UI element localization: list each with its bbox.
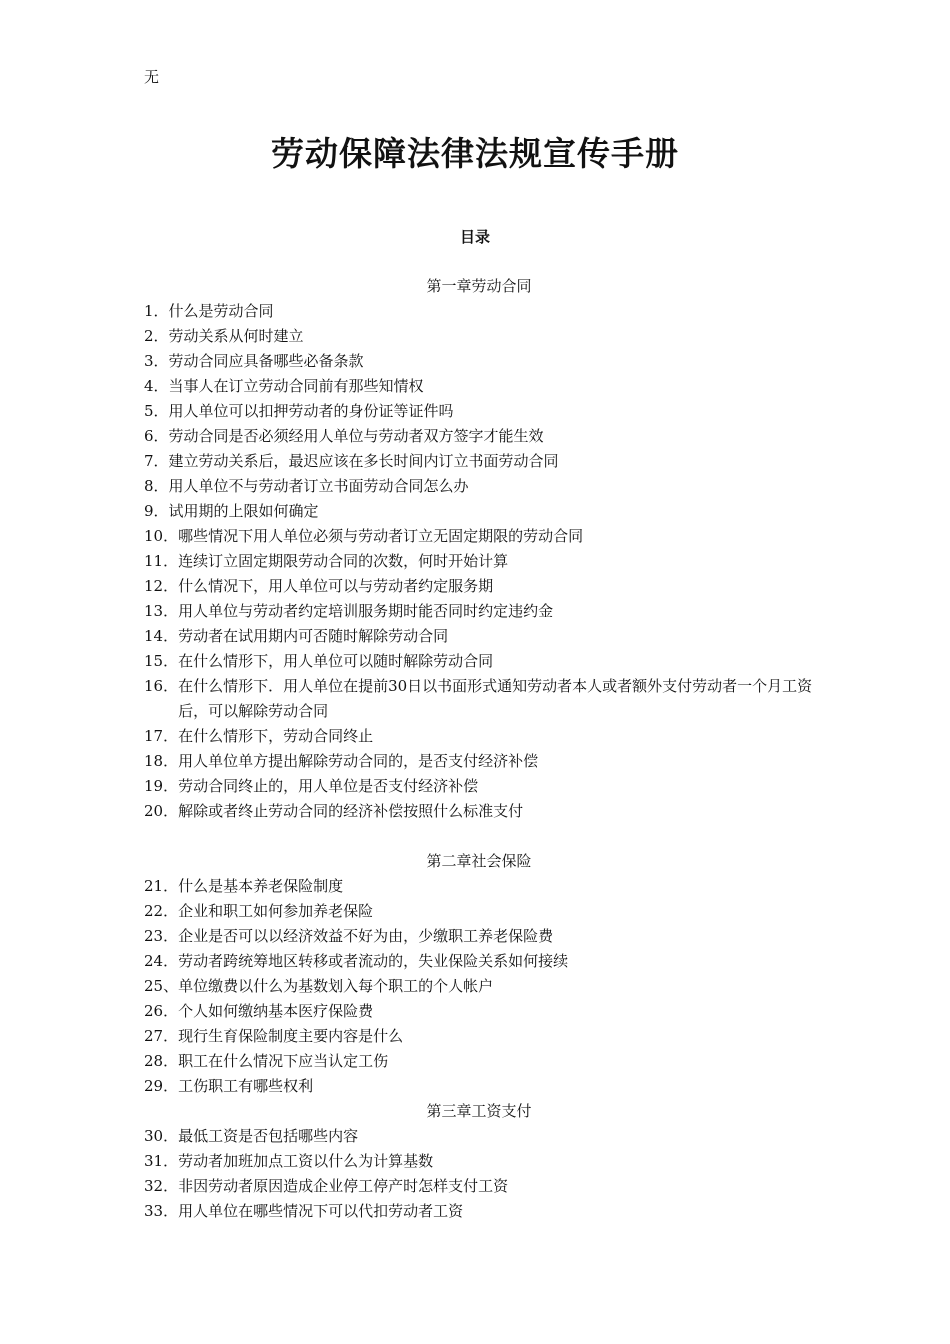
toc-entry-number: 5． <box>144 402 169 420</box>
toc-entry-text: 劳动合同终止的，用人单位是否支付经济补偿 <box>178 777 479 795</box>
toc-entry-text: 最低工资是否包括哪些内容 <box>178 1127 359 1145</box>
toc-entry-number: 15． <box>144 652 179 670</box>
toc-entry <box>144 1199 814 1224</box>
toc-entry <box>144 1149 814 1174</box>
toc-entry-text: 在什么情形下．用人单位在提前30日以书面形式通知劳动者本人或者额外支付劳动者一个月工资后，可以解除劳动合同 <box>178 677 813 720</box>
toc-entry <box>144 649 814 674</box>
toc-entry-text: 劳动者在试用期内可否随时解除劳动合同 <box>178 627 449 645</box>
toc-entry-text: 试用期的上限如何确定 <box>168 502 319 520</box>
toc-entry-text: 劳动者加班加点工资以什么为计算基数 <box>178 1152 434 1170</box>
toc-entry <box>144 524 814 549</box>
toc-entry <box>144 499 814 524</box>
toc-entry <box>144 949 814 974</box>
toc-entry-number: 32． <box>144 1177 179 1195</box>
toc-heading: 目录 <box>459 228 490 246</box>
toc-entry-number: 4． <box>144 377 169 395</box>
toc-entry-text: 用人单位在哪些情况下可以代扣劳动者工资 <box>178 1202 464 1220</box>
toc-entry-number: 25、 <box>144 977 179 995</box>
toc-entry-text: 现行生育保险制度主要内容是什么 <box>178 1027 404 1045</box>
toc-entry <box>144 774 814 799</box>
toc-entry-number: 10． <box>144 527 179 545</box>
toc-entry <box>144 1024 814 1049</box>
toc-entry-text: 企业和职工如何参加养老保险 <box>178 902 374 920</box>
toc-entry-number: 33． <box>144 1202 179 1220</box>
toc-entry <box>144 324 814 349</box>
toc-entry-number: 31． <box>144 1152 179 1170</box>
toc-entry <box>144 899 814 924</box>
toc-entry <box>144 449 814 474</box>
toc-entry <box>144 874 814 899</box>
toc-entry <box>144 999 814 1024</box>
toc-entry <box>144 799 814 824</box>
toc-entry <box>144 299 814 324</box>
toc-entry-text: 非因劳动者原因造成企业停工停产时怎样支付工资 <box>178 1177 509 1195</box>
toc-entry <box>144 1074 814 1099</box>
toc-entry-number: 26． <box>144 1002 179 1020</box>
toc-entry <box>144 924 814 949</box>
toc-entry-text: 劳动关系从何时建立 <box>168 327 304 345</box>
toc-entry-number: 19． <box>144 777 179 795</box>
toc-entry <box>144 724 814 749</box>
toc-entry-text: 单位缴费以什么为基数划入每个职工的个人帐户 <box>178 977 494 995</box>
toc-entry-text: 解除或者终止劳动合同的经济补偿按照什么标准支付 <box>178 802 524 820</box>
toc-entry-text: 建立劳动关系后，最迟应该在多长时间内订立书面劳动合同 <box>168 452 559 470</box>
header-note: 无 <box>144 68 160 86</box>
toc-entry-text: 职工在什么情况下应当认定工伤 <box>178 1052 389 1070</box>
toc-entry <box>144 574 814 599</box>
toc-entry-number: 23． <box>144 927 179 945</box>
toc-entry <box>144 624 814 649</box>
toc-entry-text: 工伤职工有哪些权利 <box>178 1077 314 1095</box>
toc-entry-text: 用人单位可以扣押劳动者的身份证等证件吗 <box>168 402 454 420</box>
toc-entry-text: 连续订立固定期限劳动合同的次数，何时开始计算 <box>178 552 509 570</box>
toc-entry-number: 1． <box>144 302 169 320</box>
toc-entry-number: 6． <box>144 427 169 445</box>
toc-entry-text: 个人如何缴纳基本医疗保险费 <box>178 1002 374 1020</box>
toc-entry-number: 14． <box>144 627 179 645</box>
toc-entry <box>144 474 814 499</box>
toc-entry <box>144 1174 814 1199</box>
toc-entry-number: 21． <box>144 877 179 895</box>
toc-entry-number: 18． <box>144 752 179 770</box>
toc-entry-text: 企业是否可以以经济效益不好为由，少缴职工养老保险费 <box>178 927 554 945</box>
toc-entry <box>144 549 814 574</box>
toc-entry-text: 什么是基本养老保险制度 <box>178 877 344 895</box>
toc-entry <box>144 749 814 774</box>
toc-entry-number: 7． <box>144 452 169 470</box>
toc-entry-number: 11． <box>144 552 179 570</box>
toc-entry <box>144 424 814 449</box>
toc-entry-text: 什么情况下，用人单位可以与劳动者约定服务期 <box>178 577 494 595</box>
chapter-heading: 第二章社会保险 <box>426 852 532 870</box>
document-title: 劳动保障法律法规宣传手册 <box>271 134 679 173</box>
toc-entry-text: 劳动者跨统筹地区转移或者流动的，失业保险关系如何接续 <box>178 952 569 970</box>
toc-entry-text: 在什么情形下，用人单位可以随时解除劳动合同 <box>178 652 494 670</box>
toc-entry-text: 在什么情形下，劳动合同终止 <box>178 727 374 745</box>
toc-entry-number: 30． <box>144 1127 179 1145</box>
table-of-contents <box>144 274 814 1224</box>
toc-entry <box>144 974 814 999</box>
toc-entry-number: 29． <box>144 1077 179 1095</box>
toc-entry-number: 8． <box>144 477 169 495</box>
toc-entry-number: 24． <box>144 952 179 970</box>
toc-entry-text: 用人单位不与劳动者订立书面劳动合同怎么办 <box>168 477 469 495</box>
toc-entry-number: 17． <box>144 727 179 745</box>
chapter-heading: 第三章工资支付 <box>426 1102 532 1120</box>
toc-entry-number: 9． <box>144 502 169 520</box>
toc-entry-number: 12． <box>144 577 179 595</box>
toc-entry-number: 16． <box>144 677 179 695</box>
toc-entry-number: 13． <box>144 602 179 620</box>
toc-entry-text: 用人单位单方提出解除劳动合同的，是否支付经济补偿 <box>178 752 539 770</box>
toc-entry-number: 3． <box>144 352 169 370</box>
toc-entry <box>144 349 814 374</box>
toc-entry-number: 22． <box>144 902 179 920</box>
toc-entry <box>144 599 814 624</box>
section-gap <box>144 824 814 849</box>
toc-entry-text: 当事人在订立劳动合同前有那些知情权 <box>168 377 424 395</box>
toc-entry-number: 2． <box>144 327 169 345</box>
toc-entry <box>144 399 814 424</box>
toc-entry-number: 28． <box>144 1052 179 1070</box>
toc-entry-text: 劳动合同应具备哪些必备条款 <box>168 352 364 370</box>
toc-entry-text: 用人单位与劳动者约定培训服务期时能否同时约定违约金 <box>178 602 554 620</box>
toc-entry-number: 27． <box>144 1027 179 1045</box>
toc-entry-text: 哪些情况下用人单位必须与劳动者订立无固定期限的劳动合同 <box>178 527 584 545</box>
toc-entry <box>144 374 814 399</box>
toc-entry-text: 劳动合同是否必须经用人单位与劳动者双方签字才能生效 <box>168 427 544 445</box>
toc-entry <box>144 674 814 724</box>
toc-entry-text: 什么是劳动合同 <box>168 302 274 320</box>
toc-entry <box>144 1049 814 1074</box>
chapter-heading: 第一章劳动合同 <box>426 277 532 295</box>
toc-entry <box>144 1124 814 1149</box>
toc-entry-number: 20． <box>144 802 179 820</box>
